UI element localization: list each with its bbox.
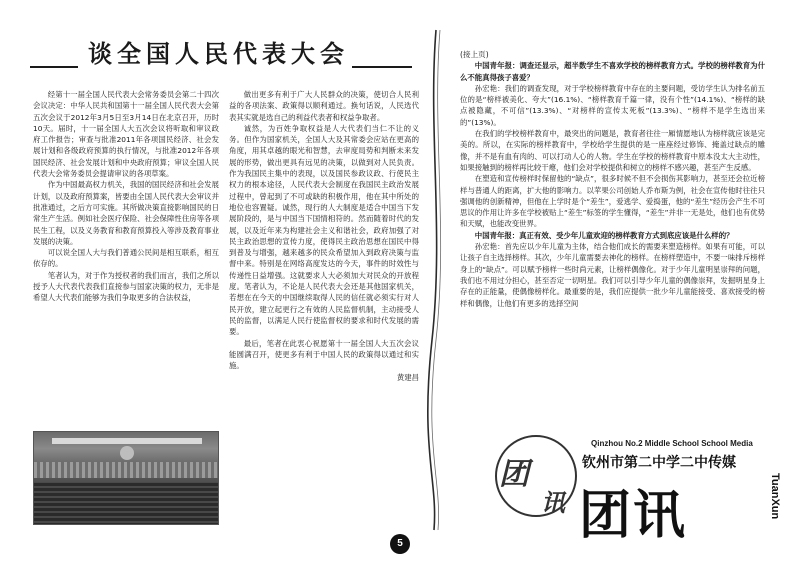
seal-xun-char: 讯 bbox=[541, 488, 565, 517]
article-paragraph: 诚然，为百姓争取权益是人大代表们当仁不让的义务。但作为国家机关，全国人大及其常委会应站在更高的角度，用其卓越的眼光和智慧，去审度局势和判断未来发展的形势，做出更具有远见的决策，以做到对人民负责。作为我国民主集中的表现，以及国民参政议政、行使民主权力的根本途径，人民代表大会制度在我国民主政治发展过程中，曾起到了不可或缺的积极作用，他在其中所处的地位也容置疑。诚然，现行的人大制度是适合中国当下发展阶段的，是与中国当下国情相符的。然而随着时代的发展，以及近年来为构建社会主义和谐社会，政府加强了对民主政治思想的宣传力度，使得民主政治思想在国民中得到普及与增强，越来越多的民众希望加入到政府决策与监督中来。特别是在网络高度发达的今天，事件的时效性与传递性日益增强。这就要求人大必须加大对民众的开放程度。笔者认为，不论是人民代表大会还是其他国家机关，若想在在今天的中国继续取得人民的信任就必须实行对人民开放，建立起更行之有效的人民监督机制，主动接受人民的监督，以满足人民行使监督权的要求和时代发展的需要。 bbox=[229, 123, 419, 337]
interview-answer: 在我们的学校榜样教育中，最突出的问题是，教育者往往一厢情愿地认为榜样就应该是完美的。所以，在实际的榜样教育中，学校给学生提供的是一座座经过修饰、掩盖过缺点的雕像，并不是有血有肉的、可以打动人心的人物。学生在学校的榜样教育中原本没太大主动性，如果接触到的榜样再比较干瘪，他们会对学校提供和树立的榜样不感兴趣，甚至产生反感。 bbox=[460, 129, 765, 172]
national-emblem-icon bbox=[120, 446, 134, 460]
page-number: 5 bbox=[390, 534, 410, 554]
interview-answer: 在塑造和宣传榜样时保留他的“缺点”，很多时候不但不会损伤其影响力，甚至还会拉近榜样与普通人的距离，扩大他的影响力。以苹果公司创始人乔布斯为例，社会在宣传他时往往只强调他的创新精神，但他在上学时是个“差生”，爱逃学、爱捣蛋，他的“差生”经历会产生不可思议的作用让许多在学校被贴上“差生”标签的学生懂得，“差生”并非一无是处，他们也有优势和天赋，也能改变世界。 bbox=[460, 174, 765, 229]
continued-label: (接上页) bbox=[460, 50, 489, 59]
masthead-vertical-en: TuanXun bbox=[769, 473, 781, 520]
article-paragraph: 做出更多有利于广大人民群众的决策，使切合人民利益的各项法案、政策得以顺利通过。换句话说，人民选代表其实就是选自己的利益代表者和权益争取者。 bbox=[229, 90, 419, 122]
seal-tuan-char: 团 bbox=[499, 457, 529, 492]
interview-answer: 孙宏艳：我们的调查发现，对于学校榜样教育中存在的主要问题，受访学生认为排名前五位的是“榜样被美化、夸大”(16.1%)、“榜样教育千篇一律，没有个性”(14.1%)、“榜样的缺点被隐藏，不可信”(13.3%)、“对榜样的宣传太死板”(13.3%)、“榜样不是学生选出来的”(13%)。 bbox=[460, 83, 765, 127]
interview-question: 中国青年报：调查还显示，超半数学生不喜欢学校的榜样教育方式。学校的榜样教育为什么不能真得孩子喜爱？ bbox=[460, 61, 765, 82]
article-paragraph: 最后，笔者在此衷心祝愿第十一届全国人大五次会议能圆满召开，使更多有利于中国人民的政策得以通过和实施。 bbox=[229, 338, 419, 371]
article-paragraph: 作为中国最高权力机关，我国的国民经济和社会发展计划，以及政府预算案，皆要由全国人民代表大会审议并批准通过，之后方可实施。其所做决策直接影响国民的日常生产生活。例如社会医疗保险、社会保障性住房等各项民生工程，以及义务教育和教育预算投入等涉及教育事业发展的决策。 bbox=[33, 180, 219, 246]
media-name-en: Qinzhou No.2 Middle School School Media bbox=[591, 439, 753, 448]
photo-audience bbox=[34, 482, 219, 525]
interview-answer: 孙宏艳：首先应以少年儿童为主体，结合他们成长的需要来塑造榜样。如果有可能，可以让孩子自主选择榜样。其次，少年儿童需要去神化的榜样。在榜样塑造中，不要一味排斥榜样身上的“缺点”。可以赋予榜样一些时尚元素，让榜样偶像化。对于少年儿童明星崇拜的问题，我们也不用过分担心，甚至否定一切明星。我们可以引导少年儿童的偶像崇拜，发掘明星身上存在的正能量，使偶像榜样化。最重要的是，我们应提供一批少年儿童能接受、喜欢接受的榜样和偶像，让他们有更多的选择空间 bbox=[460, 242, 765, 308]
title-rule-left bbox=[30, 66, 78, 68]
school-media-logo bbox=[499, 439, 781, 546]
photo-banner bbox=[52, 438, 202, 444]
article-title: 谈全国人民代表大会 bbox=[88, 39, 349, 68]
interview-question: 中国青年报：真正有效、受少年儿童欢迎的榜样教育方式到底应该是什么样的？ bbox=[474, 230, 734, 240]
masthead-title: 团讯 bbox=[579, 486, 688, 546]
media-name-cn: 钦州市第二中学二中传媒 bbox=[582, 455, 736, 471]
article-paragraph: 笔者认为，对于作为授权者的我们而言，我们之所以授予人大代表代表我们直接参与国家决策的权力，无非是希望人大代表们能够为我们争取更多的合法权益， bbox=[33, 270, 219, 303]
interview-column bbox=[460, 49, 765, 309]
congress-hall-photo bbox=[33, 431, 219, 525]
article-column-1 bbox=[33, 89, 219, 304]
page-divider bbox=[418, 10, 458, 550]
article-author: 黄建昌 bbox=[396, 373, 419, 383]
photo-stage bbox=[34, 462, 219, 478]
title-rule-right bbox=[352, 66, 412, 68]
article-paragraph: 可以说全国人大与我们普通公民间是相互联系，相互依存的。 bbox=[33, 248, 219, 269]
article-column-2 bbox=[229, 89, 419, 384]
article-paragraph: 经第十一届全国人民代表大会常务委员会第二十四次会议决定：中华人民共和国第十一届全国人民代表大会第五次会议于2012年3月5日至3月14日在北京召开，历时10天。届时，十一届全国人大五次会议将听取和审议政府工作报告；审查与批准2011年各项国民经济、社会发展计划和各级政府预算的执行情况，与批准2012年各项国民经济、社会发展计划和中央政府预算；审议全国人民代表大会常务委员会提请审议的各项草案。 bbox=[33, 90, 219, 179]
